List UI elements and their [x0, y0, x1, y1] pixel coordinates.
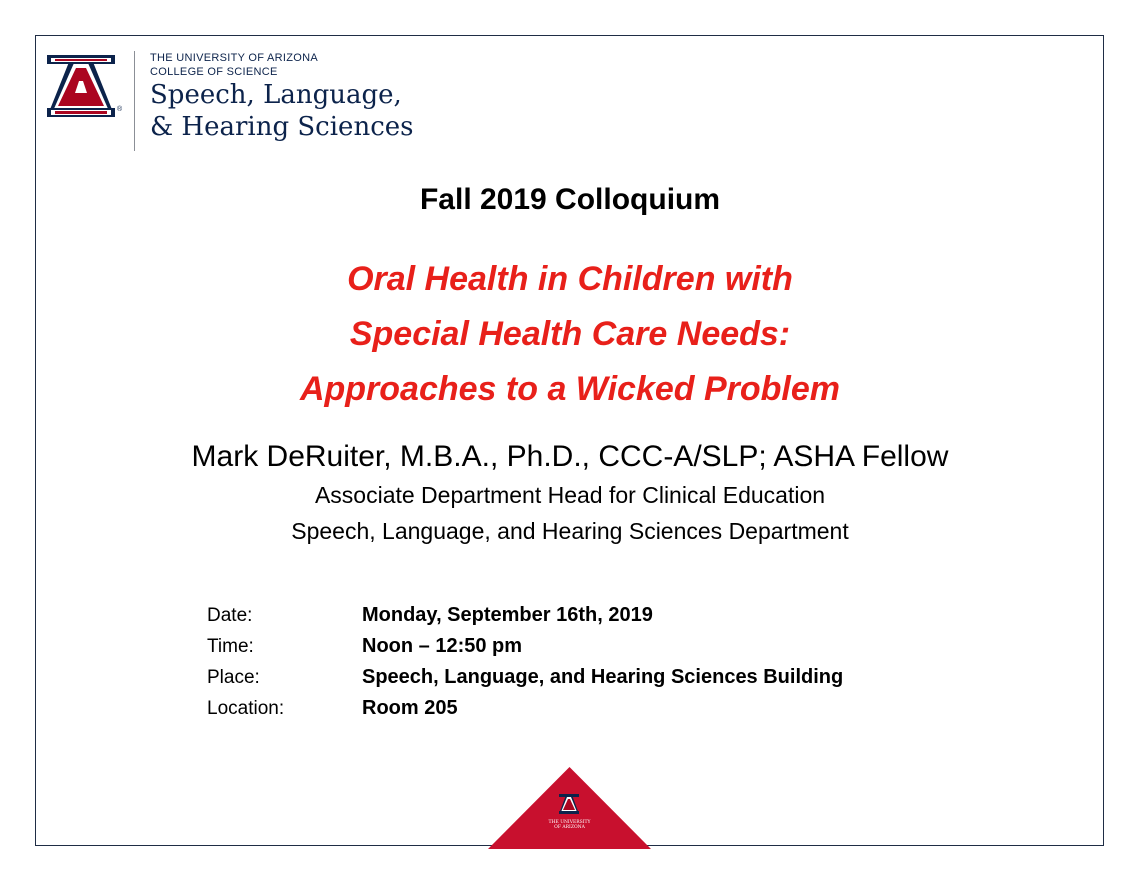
logo-divider: [134, 51, 135, 151]
detail-value: Monday, September 16th, 2019: [362, 604, 653, 626]
registered-mark: ®: [117, 106, 123, 113]
colloquium-heading: Fall 2019 Colloquium: [419, 183, 721, 216]
speaker-role: Associate Department Head for Clinical Education: [314, 482, 826, 508]
detail-label: Time:: [207, 635, 254, 657]
detail-label: Place:: [207, 666, 260, 688]
detail-value: Noon – 12:50 pm: [362, 635, 523, 657]
speaker-name: Mark DeRuiter, M.B.A., Ph.D., CCC-A/SLP; ASHA Fellow: [191, 440, 949, 473]
university-name: THE UNIVERSITY OF ARIZONA: [150, 52, 319, 64]
detail-row-place: [207, 662, 843, 693]
detail-label: Location:: [207, 697, 285, 719]
detail-row-time: [207, 631, 843, 662]
talk-title-line: Oral Health in Children with: [347, 260, 793, 298]
detail-value: Speech, Language, and Hearing Sciences Building: [362, 666, 844, 688]
detail-row-date: [207, 600, 843, 631]
arizona-a-logo-icon: [47, 55, 115, 117]
department-name-line2: & Hearing Sciences: [150, 112, 414, 142]
footer-logo-line1: THE UNIVERSITY: [548, 820, 591, 825]
detail-row-location: [207, 693, 843, 724]
footer-logo-line2: OF ARIZONA: [554, 825, 585, 830]
department-name-line1: Speech, Language,: [150, 80, 402, 110]
detail-value: Room 205: [362, 697, 458, 719]
talk-title-line: Approaches to a Wicked Problem: [299, 370, 841, 408]
detail-label: Date:: [207, 604, 253, 626]
college-name: COLLEGE OF SCIENCE: [150, 66, 278, 78]
university-triangle-logo-icon: [488, 767, 651, 849]
speaker-department: Speech, Language, and Hearing Sciences Department: [291, 518, 849, 544]
talk-title: [0, 252, 1140, 417]
event-details: [207, 600, 843, 724]
talk-title-line: Special Health Care Needs:: [349, 315, 791, 353]
